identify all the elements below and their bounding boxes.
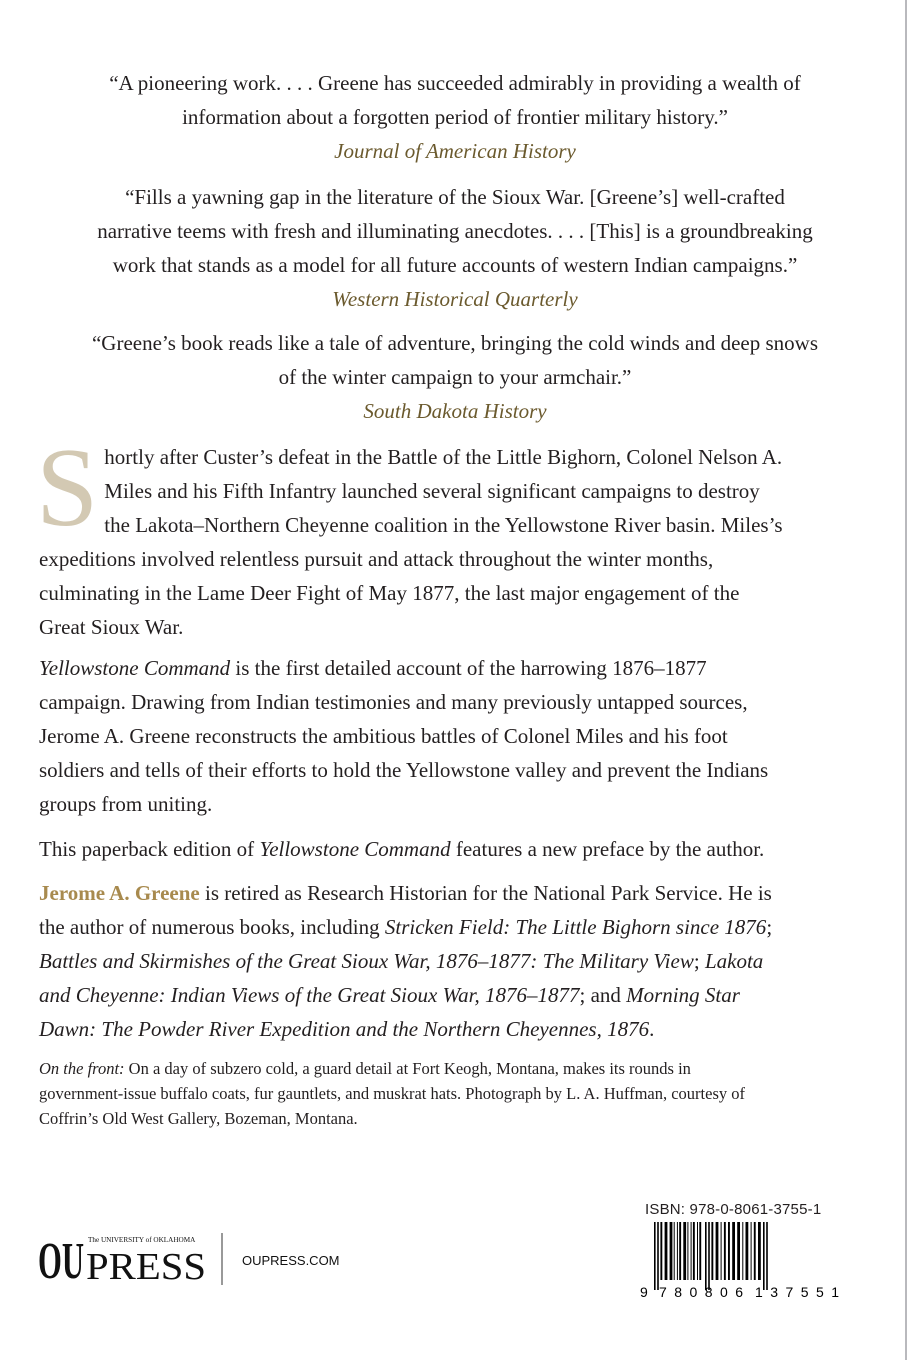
book-title: and Cheyenne: Indian Views of the Great Sioux War, 1876–1877 (39, 983, 580, 1007)
barcode-bar (742, 1222, 743, 1280)
quote-source: South Dakota History (363, 399, 547, 423)
barcode-digits-left: 780806 (659, 1284, 743, 1300)
barcode-bar (728, 1222, 730, 1280)
quote-source: Journal of American History (334, 139, 576, 163)
body-line: campaign. Drawing from Indian testimonies and many previously untapped sources, (39, 690, 748, 714)
barcode-bar (670, 1222, 673, 1280)
bio-text: . (649, 1017, 655, 1041)
bio-text: ; (766, 915, 773, 939)
body-text: features a new preface by the author. (450, 837, 765, 861)
barcode-bar (758, 1222, 761, 1280)
bio-text: the author of numerous books, including (39, 915, 385, 939)
description-paragraph-3 (39, 832, 849, 866)
credit-label: On the front: (39, 1059, 125, 1078)
quote-line: information about a forgotten period of frontier military history.” (182, 105, 728, 129)
book-title: Dawn: The Powder River Expedition and the Northern Cheyennes, 1876 (39, 1017, 650, 1041)
quote-line: “A pioneering work. . . . Greene has succeeded admirably in providing a wealth of (109, 71, 801, 95)
barcode-bar (699, 1222, 701, 1280)
bio-text: ; (693, 949, 705, 973)
barcode-bar (660, 1222, 662, 1280)
book-title: Morning Star (626, 983, 740, 1007)
quote-line: work that stands as a model for all future accounts of western Indian campaigns.” (112, 253, 798, 277)
credit-text: On a day of subzero cold, a guard detail at Fort Keogh, Montana, makes its rounds in (124, 1059, 691, 1078)
publisher-logo (38, 1231, 368, 1287)
university-line: The UNIVERSITY of OKLAHOMA (88, 1236, 196, 1244)
ou-monogram: OU (38, 1233, 84, 1287)
barcode-bar (654, 1222, 656, 1290)
quote-line: of the winter campaign to your armchair.” (278, 365, 632, 389)
body-line: Great Sioux War. (39, 615, 184, 639)
book-title: Yellowstone Command (259, 837, 451, 861)
barcode-bar (697, 1222, 698, 1280)
barcode-bar (705, 1222, 707, 1290)
barcode-bar (677, 1222, 678, 1280)
body-line: Miles and his Fifth Infantry launched several significant campaigns to destroy (104, 479, 760, 503)
barcode-bar (691, 1222, 692, 1280)
author-bio (39, 876, 849, 1046)
barcode-bar (716, 1222, 719, 1280)
body-line: soldiers and tells of their efforts to hold the Yellowstone valley and prevent the Indians (39, 758, 769, 782)
bio-text: is retired as Research Historian for the National Park Service. He is (199, 881, 772, 905)
barcode-bar (674, 1222, 675, 1280)
bio-text: ; and (579, 983, 627, 1007)
barcode-bar (708, 1222, 710, 1290)
description-paragraph-2 (39, 651, 849, 821)
barcode-bar (657, 1222, 659, 1290)
barcode-bar (732, 1222, 735, 1280)
barcode-bar (754, 1222, 756, 1280)
barcode-bars (654, 1222, 768, 1290)
body-line: culminating in the Lame Deer Fight of May 1877, the last major engagement of the (39, 581, 740, 605)
body-line: hortly after Custer’s defeat in the Battle of the Little Bighorn, Colonel Nelson A. (104, 445, 783, 469)
book-title: Lakota (704, 949, 764, 973)
barcode-bar (737, 1222, 740, 1280)
credit-text: Coffrin’s Old West Gallery, Bozeman, Montana. (39, 1109, 358, 1128)
isbn-label: ISBN: 978-0-8061-3755-1 (645, 1201, 822, 1218)
body-line: expeditions involved relentless pursuit and attack throughout the winter months, (39, 547, 714, 571)
drop-cap: S (36, 426, 99, 550)
barcode-bar (679, 1222, 681, 1280)
body-line: Jerome A. Greene reconstructs the ambitious battles of Colonel Miles and his foot (39, 724, 728, 748)
body-text: This paperback edition of (39, 837, 260, 861)
body-text: is the first detailed account of the harrowing 1876–1877 (230, 656, 707, 680)
review-quote-3 (30, 326, 880, 428)
barcode-bar (687, 1222, 688, 1280)
barcode-bar (766, 1222, 768, 1290)
press-wordmark: PRESS (86, 1246, 206, 1287)
barcode-digit-first: 9 (640, 1284, 648, 1300)
barcode-bar (746, 1222, 749, 1280)
barcode-bar (683, 1222, 686, 1280)
barcode-digits-right: 137551 (755, 1284, 839, 1300)
cover-credit (39, 1056, 854, 1131)
barcode-bar (721, 1222, 722, 1280)
review-quote-2 (30, 180, 880, 316)
quote-line: “Greene’s book reads like a tale of adventure, bringing the cold winds and deep snows (91, 331, 819, 355)
barcode-bar (711, 1222, 713, 1280)
author-name: Jerome A. Greene (39, 881, 200, 905)
barcode-bar (751, 1222, 752, 1280)
isbn-barcode (640, 1222, 852, 1300)
book-title: Stricken Field: The Little Bighorn since 1876 (384, 915, 767, 939)
book-title: Battles and Skirmishes of the Great Sioux War, 1876–1877: The Military View (39, 949, 694, 973)
quote-line: “Fills a yawning gap in the literature of the Sioux War. [Greene’s] well-crafted (125, 185, 785, 209)
book-title: Yellowstone Command (39, 656, 231, 680)
credit-text: government-issue buffalo coats, fur gauntlets, and muskrat hats. Photograph by L. A. Huffman, courtesy of (39, 1084, 745, 1103)
review-quote-1 (30, 66, 880, 168)
barcode-bar (693, 1222, 695, 1280)
quote-line: narrative teems with fresh and illuminating anecdotes. . . . [This] is a groundbreaking (97, 219, 813, 243)
website-link: OUPRESS.COM (242, 1253, 340, 1268)
body-line: the Lakota–Northern Cheyenne coalition in the Yellowstone River basin. Miles’s (104, 513, 783, 537)
barcode-bar (724, 1222, 726, 1280)
barcode-bar (763, 1222, 765, 1290)
barcode-bar (665, 1222, 668, 1280)
quote-source: Western Historical Quarterly (332, 287, 578, 311)
body-line: groups from uniting. (39, 792, 213, 816)
description-paragraph-1 (36, 426, 849, 644)
